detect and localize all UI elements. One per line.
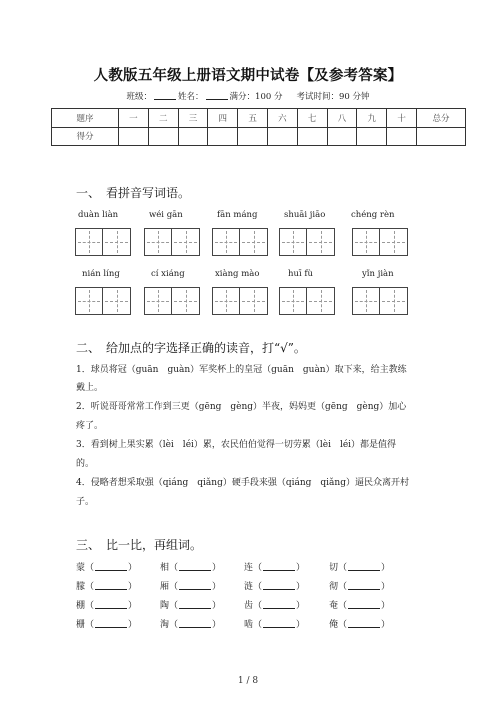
answer-blank[interactable] [95, 600, 127, 609]
section-2-title [76, 339, 306, 356]
section-heading: 比一比，再组词。 [106, 538, 203, 552]
pinyin-label: chéng rèn [351, 210, 395, 220]
writing-grid[interactable] [352, 287, 408, 315]
section-number: 二、 [76, 341, 101, 355]
score-header-cell: 总分 [417, 109, 466, 128]
score-cell[interactable] [267, 127, 297, 146]
score-header-cell: 八 [327, 109, 357, 128]
pinyin-label: shuāi jiāo [284, 210, 326, 220]
writing-grid[interactable] [75, 228, 131, 256]
writing-grid[interactable] [279, 287, 335, 315]
question-line: 2．听说哥哥常常工作到三更（gēng gèng）半夜，妈妈更（gēng gèng）加心 [76, 402, 407, 412]
exam-meta [0, 90, 496, 102]
word-pair-item: 奄（ ） [329, 601, 391, 611]
name-blank [206, 91, 228, 100]
score-cell[interactable] [148, 127, 178, 146]
pinyin-label: cí xiáng [151, 269, 185, 279]
pinyin-label: nián líng [82, 269, 120, 279]
answer-blank[interactable] [348, 619, 380, 628]
answer-blank[interactable] [263, 619, 295, 628]
character: 彻 [329, 582, 339, 592]
question-line: 1．球员将冠（guān guàn）军奖杯上的皇冠（guān guàn）取下来，给主教练 [76, 365, 407, 375]
word-pair-item: 棚（ ） [76, 601, 138, 611]
character: 齿 [244, 601, 254, 611]
word-pair-item: 相（ ） [160, 563, 222, 573]
score-cell[interactable] [297, 127, 327, 146]
answer-blank[interactable] [179, 562, 211, 571]
word-pair-item: 淘（ ） [160, 620, 222, 630]
score-header-cell: 五 [238, 109, 268, 128]
answer-blank[interactable] [263, 562, 295, 571]
score-cell[interactable] [178, 127, 208, 146]
section-number: 一、 [76, 186, 101, 200]
character: 厢 [160, 582, 170, 592]
score-header-cell: 七 [297, 109, 327, 128]
section-heading: 给加点的字选择正确的读音，打“√”。 [106, 341, 306, 355]
score-header-cell: 一 [119, 109, 149, 128]
answer-blank[interactable] [95, 562, 127, 571]
time-label: 考试时间：90 分钟 [296, 92, 370, 102]
score-header-cell: 十 [387, 109, 417, 128]
score-cell[interactable] [387, 127, 417, 146]
question-line: 疼了。 [76, 421, 104, 431]
score-table [51, 108, 466, 146]
word-pair-item: 俺（ ） [329, 620, 391, 630]
character: 连 [244, 563, 254, 573]
score-cell[interactable] [417, 127, 466, 146]
answer-blank[interactable] [348, 581, 380, 590]
character: 淘 [160, 620, 170, 630]
answer-blank[interactable] [179, 600, 211, 609]
word-pair-item: 涟（ ） [244, 582, 306, 592]
answer-blank[interactable] [263, 600, 295, 609]
score-header-cell: 四 [208, 109, 238, 128]
character: 蒙 [76, 563, 86, 573]
page-number: 1 / 8 [237, 676, 259, 686]
word-pair-item: 蒙（ ） [76, 563, 138, 573]
score-table-header-row [52, 109, 466, 128]
score-cell[interactable] [119, 127, 149, 146]
page-title: 人教版五年级上册语文期中试卷【及参考答案】 [93, 67, 403, 84]
word-pair-item: 啮（ ） [244, 620, 306, 630]
character: 朦 [76, 582, 86, 592]
word-pair-item: 彻（ ） [329, 582, 391, 592]
character: 栅 [76, 620, 86, 630]
question-line: 的。 [76, 459, 95, 469]
word-pair-item: 连（ ） [244, 563, 306, 573]
answer-blank[interactable] [179, 581, 211, 590]
pinyin-label: huī fù [288, 269, 313, 279]
score-header-cell: 题序 [52, 109, 119, 128]
writing-grid[interactable] [352, 228, 408, 256]
pinyin-label: yǐn jiàn [362, 269, 394, 279]
section-3-title [76, 536, 202, 553]
score-header-cell: 三 [178, 109, 208, 128]
answer-blank[interactable] [179, 619, 211, 628]
writing-grid[interactable] [279, 228, 335, 256]
word-pair-item: 栅（ ） [76, 620, 138, 630]
pinyin-label: wéi gān [149, 210, 183, 220]
score-cell[interactable] [327, 127, 357, 146]
score-header-cell: 二 [148, 109, 178, 128]
writing-grid[interactable] [144, 287, 200, 315]
pinyin-label: fān máng [217, 210, 258, 220]
section-heading: 看拼音写词语。 [106, 186, 191, 200]
writing-grid[interactable] [212, 228, 268, 256]
character: 俺 [329, 620, 339, 630]
score-cell[interactable] [238, 127, 268, 146]
character: 奄 [329, 601, 339, 611]
score-cell[interactable] [208, 127, 238, 146]
section-1-title [76, 184, 190, 201]
word-pair-item: 切（ ） [329, 563, 391, 573]
character: 陶 [160, 601, 170, 611]
name-label: 姓名： [178, 92, 204, 102]
score-table-score-row [52, 127, 466, 146]
character: 相 [160, 563, 170, 573]
word-pair-item: 陶（ ） [160, 601, 222, 611]
writing-grid[interactable] [75, 287, 131, 315]
question-line: 4．侵略者想采取强（qiáng qiǎng）硬手段来强（qiáng qiǎng）逼民众离开村 [76, 478, 409, 488]
word-pair-item: 齿（ ） [244, 601, 306, 611]
word-pair-item: 厢（ ） [160, 582, 222, 592]
class-blank [154, 91, 176, 100]
answer-blank[interactable] [95, 619, 127, 628]
score-header-cell: 九 [357, 109, 387, 128]
question-line: 子。 [76, 497, 95, 507]
character: 涟 [244, 582, 254, 592]
pinyin-label: duàn liàn [78, 210, 119, 220]
answer-blank[interactable] [263, 581, 295, 590]
character: 棚 [76, 601, 86, 611]
character: 啮 [244, 620, 254, 630]
score-row-label: 得分 [52, 127, 119, 146]
question-line: 戴上。 [76, 383, 104, 393]
answer-blank[interactable] [95, 581, 127, 590]
score-header-cell: 六 [267, 109, 297, 128]
score-cell[interactable] [357, 127, 387, 146]
score-label: 满分：100 分 [229, 92, 283, 102]
word-pair-item: 朦（ ） [76, 582, 138, 592]
writing-grid[interactable] [212, 287, 268, 315]
pinyin-label: xiàng mào [215, 269, 260, 279]
answer-blank[interactable] [348, 562, 380, 571]
answer-blank[interactable] [348, 600, 380, 609]
section-number: 三、 [76, 538, 101, 552]
writing-grid[interactable] [144, 228, 200, 256]
question-line: 3．看到树上果实累（lèi léi）累，农民伯伯觉得一切劳累（lèi léi）都是值得 [76, 440, 397, 450]
class-label: 班级： [126, 92, 153, 102]
character: 切 [329, 563, 339, 573]
